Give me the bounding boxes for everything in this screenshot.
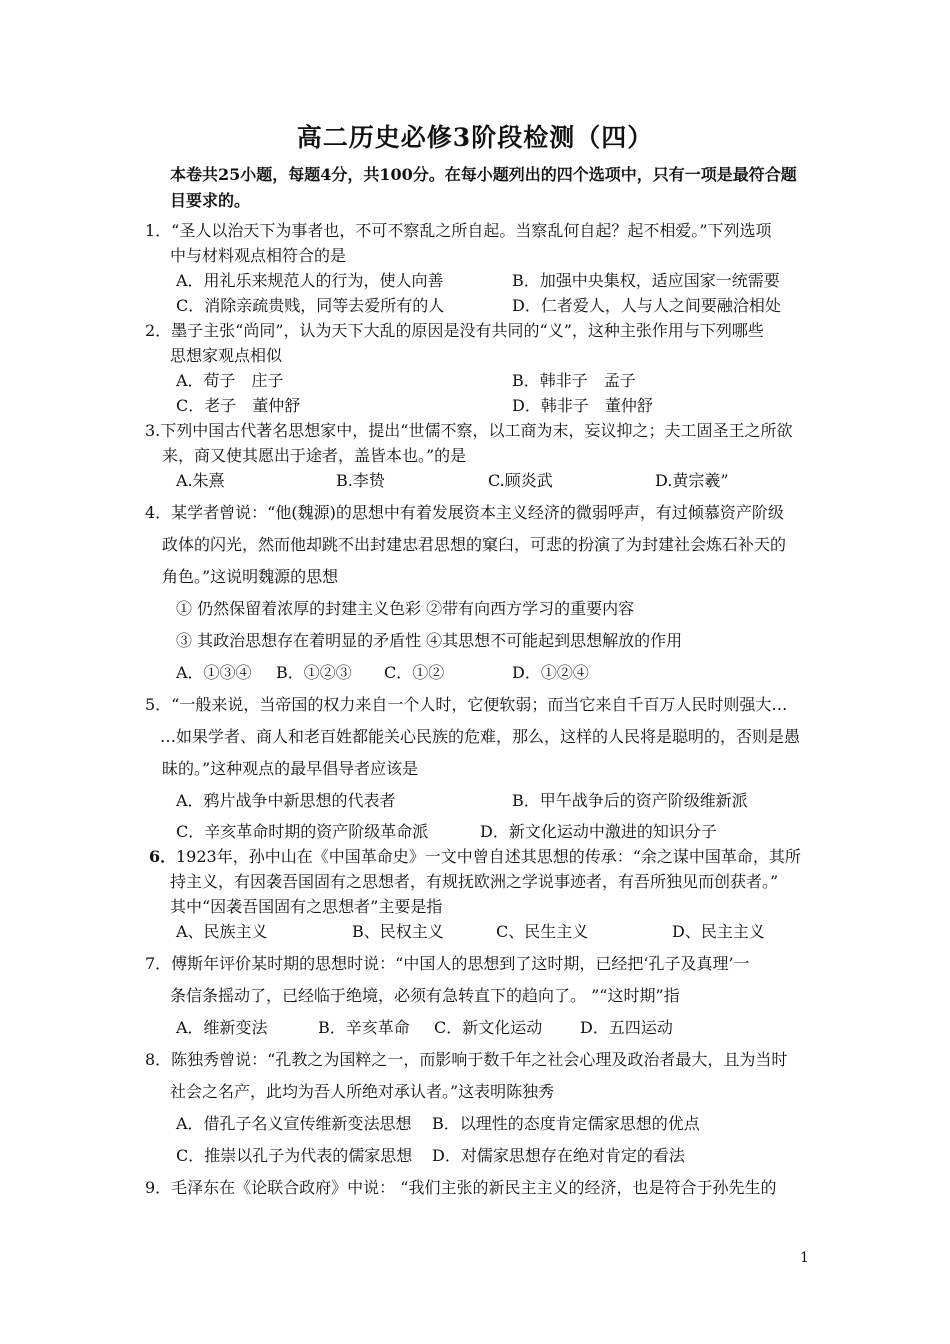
q2-stem-line-1: 2．墨子主张“尚同”，认为天下大乱的原因是没有共同的“义”，这种主张作用与下列哪些 (145, 321, 764, 340)
q6-stem-line-2: 持主义，有因袭吾国固有之思想者，有规抚欧洲之学说事迹者，有吾所独见而创获者。” (170, 872, 779, 891)
q8-stem-line-1: 8．陈独秀曾说：“孔教之为国粹之一，而影响于数千年之社会心理及政治者最大，且为当时 (145, 1050, 788, 1069)
q1-option-c: C．消除亲疏贵贱，同等去爱所有的人 (176, 296, 445, 315)
q7-option-c: C．新文化运动 (434, 1018, 543, 1037)
q7-stem-line-2: 条信条摇动了，已经临于绝境，必须有急转直下的趋向了。 ”“这时期”指 (170, 986, 680, 1005)
q4-option-b: B．①②③ (276, 663, 352, 682)
q4-option-d: D．①②④ (512, 663, 589, 682)
q1-stem-line-2: 中与材料观点相符合的是 (170, 246, 347, 265)
q6-option-b: B、民权主义 (352, 922, 444, 941)
q6-option-a: A、民族主义 (176, 922, 268, 941)
q5-stem-line-1: 5．“一般来说，当帝国的权力来自一个人时，它便软弱；而当它来自千百万人民时则强大… (145, 695, 788, 714)
instructions (170, 162, 810, 214)
q2-option-c: C．老子 董仲舒 (176, 396, 301, 415)
q4-option-c: C．①② (384, 663, 445, 682)
q9-stem-line-1: 9．毛泽东在《论联合政府》中说： “我们主张的新民主主义的经济，也是符合于孙先生的 (145, 1178, 777, 1197)
q1-stem-line-1: 1．“圣人以治天下为事者也，不可不察乱之所自起。当察乱何自起？起不相爱。”下列选项 (145, 221, 772, 240)
q8-option-c: C．推崇以孔子为代表的儒家思想 (176, 1146, 413, 1165)
q5-option-d: D．新文化运动中激进的知识分子 (480, 822, 717, 841)
q3-option-b: B.李贽 (336, 471, 385, 490)
q6-option-c: C、民生主义 (496, 922, 589, 941)
q3-option-d: D.黄宗羲” (655, 471, 729, 490)
q5-option-a: A．鸦片战争中新思想的代表者 (176, 791, 396, 810)
q6-stem-line-3: 其中“因袭吾国固有之思想者”主要是指 (170, 897, 443, 916)
q7-option-a: A．维新变法 (176, 1018, 268, 1037)
q2-stem-line-2: 思想家观点相似 (170, 346, 283, 365)
q8-option-b: B．以理性的态度肯定儒家思想的优点 (432, 1114, 700, 1133)
instructions-line-2: 目要求的。 (170, 191, 251, 210)
q7-option-b: B．辛亥革命 (318, 1018, 410, 1037)
page-title: 高二历史必修3阶段检测（四） (296, 123, 654, 152)
q8-option-d: D．对儒家思想存在绝对肯定的看法 (432, 1146, 685, 1165)
q2-option-b: B．韩非子 孟子 (512, 371, 636, 390)
q3-option-c: C.顾炎武 (488, 471, 553, 490)
q5-option-c: C．辛亥革命时期的资产阶级革命派 (176, 822, 429, 841)
q4-stem-line-2: 政体的闪光，然而他却跳不出封建忠君思想的窠臼，可悲的扮演了为封建社会炼石补天的 (162, 535, 787, 554)
q1-option-b: B．加强中央集权，适应国家一统需要 (512, 271, 780, 290)
q4-item-line-1: ① 仍然保留着浓厚的封建主义色彩 ②带有向西方学习的重要内容 (176, 599, 635, 618)
q6-option-d: D、民主主义 (672, 922, 765, 941)
q3-stem-line-2: 来，商又使其愿出于途者，盖皆本也。”的是 (162, 446, 467, 465)
q5-stem-line-2: …如果学者、商人和老百姓都能关心民族的危难，那么，这样的人民将是聪明的，否则是愚 (160, 727, 801, 746)
q7-option-d: D．五四运动 (580, 1018, 673, 1037)
q3-stem-line-1: 3.下列中国古代著名思想家中，提出“世儒不察，以工商为末，妄议抑之；夫工固圣王之所欲 (145, 421, 793, 440)
q7-stem-line-1: 7．傅斯年评价某时期的思想时说：“中国人的思想到了这时期，已经把‘孔子及真理’一 (145, 954, 750, 973)
q6-number: 6． (149, 847, 177, 866)
page-number: 1 (800, 1250, 809, 1266)
q4-item-line-2: ③ 其政治思想存在着明显的矛盾性 ④其思想不可能起到思想解放的作用 (176, 631, 683, 650)
q2-option-d: D．韩非子 董仲舒 (512, 396, 653, 415)
q8-stem-line-2: 社会之名产，此均为吾人所绝对承认者。”这表明陈独秀 (170, 1082, 555, 1101)
q4-stem-line-3: 角色。”这说明魏源的思想 (162, 567, 339, 586)
q2-option-a: A．荀子 庄子 (176, 371, 284, 390)
q5-stem-line-3: 昧的。”这种观点的最早倡导者应该是 (162, 759, 419, 778)
q1-option-a: A．用礼乐来规范人的行为，使人向善 (176, 271, 444, 290)
q1-option-d: D．仁者爱人，人与人之间要融洽相处 (512, 296, 781, 315)
q4-stem-line-1: 4．某学者曾说：“他(魏源)的思想中有着发展资本主义经济的微弱呼声，有过倾慕资产阶级 (145, 503, 784, 522)
q6-stem-line-1: 1923年，孙中山在《中国革命史》一文中曾自述其思想的传承：“余之谋中国革命，其所 (176, 847, 801, 866)
q8-option-a: A．借孔子名义宣传维新变法思想 (176, 1114, 412, 1133)
q5-option-b: B．甲午战争后的资产阶级维新派 (512, 791, 748, 810)
q4-option-a: A．①③④ (176, 663, 252, 682)
q3-option-a: A.朱熹 (176, 471, 225, 490)
instructions-line-1: 本卷共25小题，每题4分，共100分。在每小题列出的四个选项中，只有一项是最符合题 (170, 165, 797, 184)
